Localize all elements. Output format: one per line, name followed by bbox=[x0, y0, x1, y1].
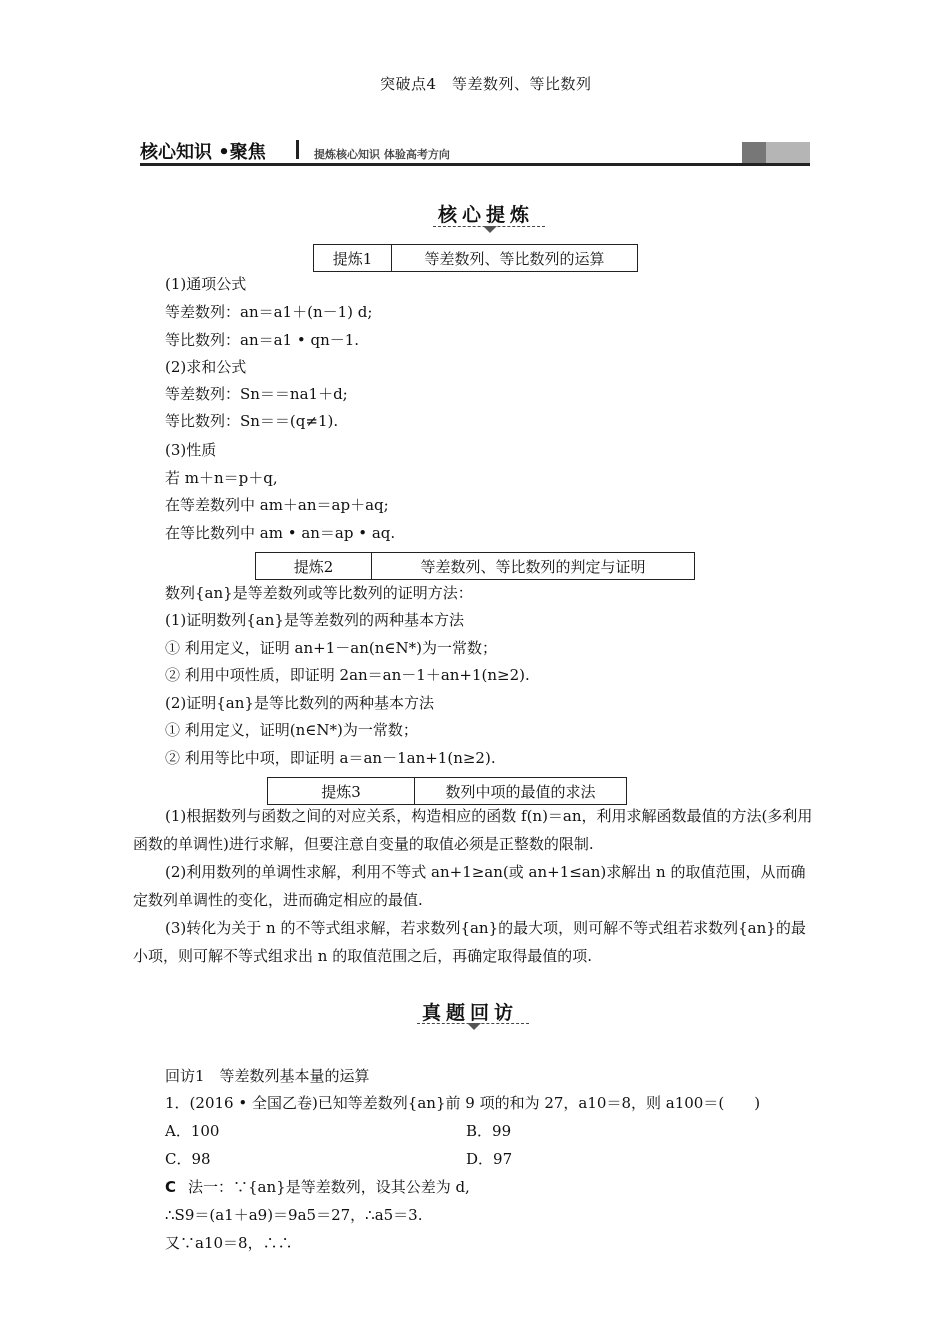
topic-box-3-text: 数列中项的最值的求法 bbox=[445, 782, 596, 801]
option-c: C．98 bbox=[165, 1150, 211, 1168]
box3-paragraph: (3)转化为关于 n 的不等式组求解，若求数列{an}的最大项，则可解不等式组若求数列{an}的最小项，则可解不等式组求出 n 的取值范围之后，再确定取得最值的项. bbox=[133, 919, 806, 965]
box1-line: 等差数列：Sn＝＝na1＋d; bbox=[165, 385, 348, 403]
box1-line: (1)通项公式 bbox=[165, 275, 247, 293]
header-divider bbox=[296, 140, 299, 159]
topic-box-3 bbox=[267, 777, 627, 805]
box2-line: ② 利用等比中项，即证明 a＝an－1an+1(n≥2). bbox=[165, 749, 496, 767]
question-text: 1．(2016 • 全国乙卷)已知等差数列{an}前 9 项的和为 27，a10＝8，则 a100＝( ) bbox=[165, 1094, 761, 1112]
topic-box-1 bbox=[313, 244, 638, 272]
solution-line: 法一：∵{an}是等差数列，设其公差为 d, bbox=[188, 1178, 470, 1196]
option-d: D．97 bbox=[466, 1150, 513, 1168]
review-subheading: 回访1 等差数列基本量的运算 bbox=[165, 1067, 370, 1085]
box3-paragraph: (1)根据数列与函数之间的对应关系，构造相应的函数 f(n)＝an，利用求解函数最值的方法(多利用函数的单调性)进行求解，但要注意自变量的取值必须是正整数的限制. bbox=[133, 807, 813, 853]
header-block-light bbox=[766, 142, 810, 164]
box1-line: 等比数列：an＝a1 • qn－1. bbox=[165, 331, 360, 349]
box2-line: (2)证明{an}是等比数列的两种基本方法 bbox=[165, 694, 434, 712]
box1-line: (2)求和公式 bbox=[165, 358, 247, 376]
topic-box-2-label: 提炼2 bbox=[256, 553, 372, 579]
box2-line: (1)证明数列{an}是等差数列的两种基本方法 bbox=[165, 611, 464, 629]
solution-line: ∴S9＝(a1＋a9)＝9a5＝27，∴a5＝3. bbox=[165, 1206, 423, 1224]
header-block-dark bbox=[742, 142, 766, 164]
header-subtitle: 提炼核心知识 体验高考方向 bbox=[314, 148, 450, 161]
box2-line: ① 利用定义，证明 an+1－an(n∈N*)为一常数； bbox=[165, 639, 497, 657]
header-title: 核心知识 •聚焦 bbox=[140, 142, 266, 163]
box1-line: 在等比数列中 am • an＝ap • aq. bbox=[165, 524, 396, 542]
box2-line: ② 利用中项性质，即证明 2an＝an－1＋an+1(n≥2). bbox=[165, 666, 530, 684]
box1-line: (3)性质 bbox=[165, 441, 217, 459]
section1-heading: 核心提炼 bbox=[438, 204, 535, 226]
option-b: B．99 bbox=[466, 1122, 512, 1140]
topic-box-1-label: 提炼1 bbox=[314, 245, 392, 271]
box1-line: 在等差数列中 am＋an＝ap＋aq; bbox=[165, 496, 389, 514]
document-title: 突破点4 等差数列、等比数列 bbox=[380, 75, 592, 93]
topic-box-1-text: 等差数列、等比数列的运算 bbox=[424, 249, 605, 268]
section2-heading-arrow bbox=[467, 1023, 481, 1030]
box3-paragraph: (2)利用数列的单调性求解，利用不等式 an+1≥an(或 an+1≤an)求解出 n 的取值范围，从而确定数列单调性的变化，进而确定相应的最值. bbox=[133, 863, 806, 909]
section1-heading-arrow bbox=[483, 226, 497, 233]
solution-line: 又∵a10＝8，∴∴ bbox=[165, 1234, 293, 1252]
topic-box-3-label: 提炼3 bbox=[268, 778, 415, 804]
option-a: A．100 bbox=[165, 1122, 220, 1140]
box2-line: 数列{an}是等差数列或等比数列的证明方法： bbox=[165, 584, 473, 602]
header-rule bbox=[140, 163, 810, 166]
box2-line: ① 利用定义，证明(n∈N*)为一常数； bbox=[165, 721, 418, 739]
box1-line: 等比数列：Sn＝＝(q≠1). bbox=[165, 412, 339, 430]
answer-letter: C bbox=[165, 1178, 177, 1196]
topic-box-2 bbox=[255, 552, 695, 580]
section2-heading: 真题回访 bbox=[422, 1002, 519, 1024]
topic-box-2-text: 等差数列、等比数列的判定与证明 bbox=[420, 557, 646, 576]
box1-line: 等差数列：an＝a1＋(n－1) d; bbox=[165, 303, 373, 321]
box1-line: 若 m＋n＝p＋q, bbox=[165, 469, 278, 487]
